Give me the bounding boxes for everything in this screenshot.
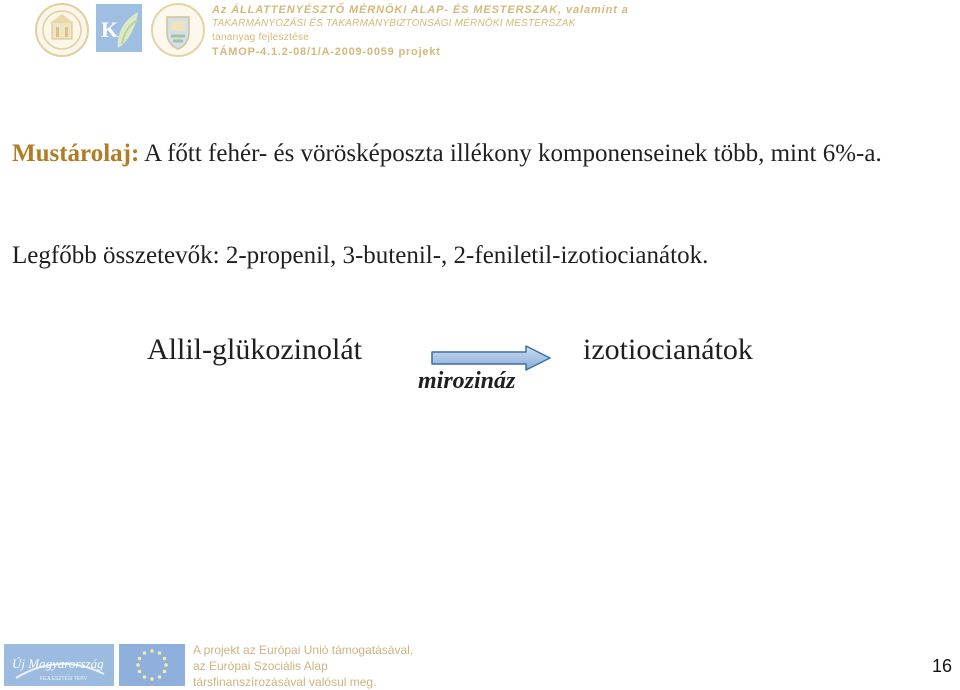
- mustard-oil-description: A főtt fehér- és vörösképoszta illékony komponenseinek több, mint 6%-a.: [139, 140, 882, 167]
- university-crest-icon: [150, 2, 206, 58]
- footer-line-1: A projekt az Európai Unió támogatásával,: [193, 643, 414, 657]
- paragraph-main-components: Legfőbb összetevők: 2-propenil, 3-butenil-, 2-feniletil-izotiocianátok.: [12, 242, 709, 269]
- header-line-4: TÁMOP-4.1.2-08/1/A-2009-0059 projekt: [212, 46, 441, 58]
- header-line-2: TAKARMÁNYOZÁSI ÉS TAKARMÁNYBIZTONSÁGI MÉRNÖKI MESTERSZAK: [212, 18, 576, 29]
- k-logo: [96, 4, 142, 52]
- reaction-substrate: Allil-glükozinolát: [147, 333, 362, 366]
- eu-flag-icon: [119, 644, 185, 686]
- uj-magyarorszag-logo: [4, 644, 114, 686]
- k-logo-icon: [96, 4, 142, 52]
- footer-funding-text: [193, 642, 413, 690]
- k-logo-letter: K: [101, 17, 119, 42]
- header-line-3: tananyag fejlesztése: [212, 32, 310, 43]
- umft-logo-text: Új Magyarország: [12, 656, 104, 671]
- footer-line-2: az Európai Szociális Alap: [193, 659, 328, 673]
- header-line-1: Az ÁLLATTENYÉSZTŐ MÉRNÖKI ALAP- ÉS MESTERSZAK, valamint a: [212, 4, 629, 16]
- paragraph-mustard-oil: [12, 134, 942, 174]
- header: [0, 0, 960, 60]
- reaction-enzyme: mirozináz: [418, 368, 516, 394]
- page-number: 16: [931, 656, 952, 676]
- footer: [0, 640, 960, 690]
- header-project-text: [212, 3, 629, 59]
- footer-line-3: társfinanszírozásával valósul meg.: [193, 675, 377, 689]
- mustard-oil-keyword: Mustárolaj:: [12, 140, 140, 167]
- university-seal-icon: [34, 2, 90, 58]
- umft-logo-subtext: FEJLESZTÉSI TERV: [40, 676, 88, 682]
- reaction-product: izotiocianátok: [583, 333, 753, 366]
